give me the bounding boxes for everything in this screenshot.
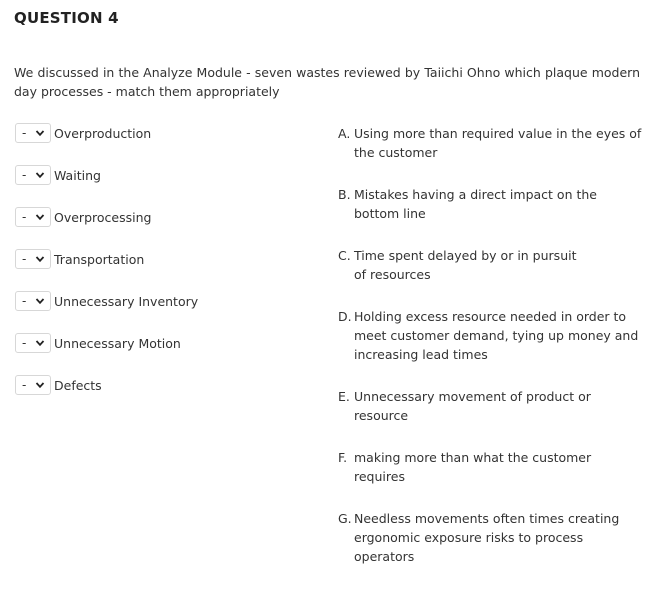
answer-option-a [338, 124, 643, 162]
option-text: Time spent delayed by or in pursuit of resources [354, 248, 577, 282]
select-value: - [22, 126, 27, 140]
chevron-down-icon [35, 380, 45, 390]
item-label: Unnecessary Motion [54, 335, 181, 351]
match-row-overproduction [15, 122, 198, 144]
answer-option-d [338, 307, 643, 364]
match-row-waiting [15, 164, 198, 186]
match-select-transportation[interactable] [15, 249, 51, 269]
match-select-defects[interactable] [15, 375, 51, 395]
select-value: - [22, 294, 27, 308]
match-row-defects [15, 374, 198, 396]
question-title: QUESTION 4 [14, 9, 119, 27]
chevron-down-icon [35, 170, 45, 180]
item-label: Waiting [54, 167, 101, 183]
select-value: - [22, 336, 27, 350]
option-text: Unnecessary movement of product or resource [354, 389, 591, 423]
option-letter: B. [338, 187, 351, 202]
chevron-down-icon [35, 338, 45, 348]
option-text: Needless movements often times creating ergonomic exposure risks to process operators [354, 511, 620, 564]
option-letter: G. [338, 511, 352, 526]
match-select-overproduction[interactable] [15, 123, 51, 143]
option-letter: E. [338, 389, 350, 404]
option-letter: C. [338, 248, 351, 263]
chevron-down-icon [35, 254, 45, 264]
item-label: Transportation [54, 251, 145, 267]
option-text: making more than what the customer requires [354, 450, 592, 484]
option-text: Mistakes having a direct impact on the bottom line [354, 187, 597, 221]
item-label: Defects [54, 377, 102, 393]
match-row-unnecessary-inventory [15, 290, 198, 312]
match-select-overprocessing[interactable] [15, 207, 51, 227]
select-value: - [22, 210, 27, 224]
select-value: - [22, 378, 27, 392]
option-letter: A. [338, 126, 351, 141]
waste-items-list [15, 122, 198, 416]
option-text: Holding excess resource needed in order to meet customer demand, tying up money and increasing lead times [354, 309, 639, 362]
match-select-waiting[interactable] [15, 165, 51, 185]
item-label: Unnecessary Inventory [54, 293, 199, 309]
chevron-down-icon [35, 128, 45, 138]
item-label: Overproduction [54, 125, 152, 141]
answer-options-list [338, 124, 643, 566]
answer-option-b [338, 185, 643, 223]
match-select-unnecessary-inventory[interactable] [15, 291, 51, 311]
chevron-down-icon [35, 296, 45, 306]
question-prompt: We discussed in the Analyze Module - seven wastes reviewed by Taiichi Ohno which plaque modern day processes - match them appropriately [14, 65, 640, 99]
answer-option-c [338, 246, 588, 284]
answer-option-f [338, 448, 603, 486]
item-label: Overprocessing [54, 209, 152, 225]
option-letter: F. [338, 450, 348, 465]
match-row-transportation [15, 248, 198, 270]
select-value: - [22, 252, 27, 266]
match-row-overprocessing [15, 206, 198, 228]
match-row-unnecessary-motion [15, 332, 198, 354]
match-select-unnecessary-motion[interactable] [15, 333, 51, 353]
option-letter: D. [338, 309, 352, 324]
answer-option-e [338, 387, 613, 425]
chevron-down-icon [35, 212, 45, 222]
select-value: - [22, 168, 27, 182]
answer-option-g [338, 509, 623, 566]
option-text: Using more than required value in the eyes of the customer [354, 126, 642, 160]
